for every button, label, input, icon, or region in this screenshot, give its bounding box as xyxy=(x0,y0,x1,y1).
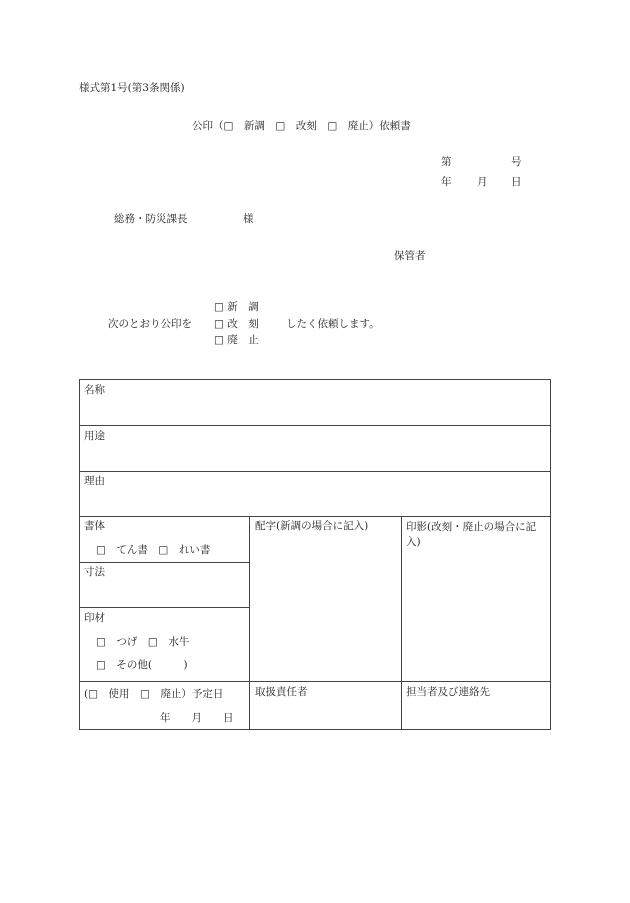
document-title: 公印（□ 新調 □ 改刻 □ 廃止）依頼書 xyxy=(192,120,411,132)
schedule-label: (□ 使用 □ 廃止）予定日 xyxy=(84,688,224,700)
row-divider xyxy=(79,562,249,563)
reason-label: 理由 xyxy=(84,475,105,487)
name-label: 名称 xyxy=(84,384,105,396)
request-option-recarve: □ 改 刻 xyxy=(214,318,259,330)
handler-label: 取扱責任者 xyxy=(255,686,308,698)
row-divider xyxy=(79,425,551,426)
layout-label: 配字(新調の場合に記入) xyxy=(255,520,369,532)
material-options-1: □ つげ □ 水牛 xyxy=(96,636,190,648)
row-divider xyxy=(79,681,551,682)
request-option-new: □ 新 調 xyxy=(214,301,259,313)
use-label: 用途 xyxy=(84,430,105,442)
request-tail: したく依頼します。 xyxy=(286,318,380,330)
contact-label: 担当者及び連絡先 xyxy=(406,686,490,698)
form-number: 様式第1号(第3条関係) xyxy=(79,82,185,94)
col-divider xyxy=(401,516,402,730)
size-label: 寸法 xyxy=(84,566,105,578)
request-lead: 次のとおり公印を xyxy=(108,318,192,330)
schedule-date: 年 月 日 xyxy=(160,712,234,724)
number-label-dai: 第 xyxy=(441,156,452,168)
row-divider xyxy=(79,516,551,517)
addressee: 総務・防災課長 xyxy=(114,213,188,225)
row-divider xyxy=(79,607,249,608)
impression-label: 印影(改刻・廃止の場合に記入) xyxy=(406,521,537,548)
material-label: 印材 xyxy=(84,612,105,624)
keeper-label: 保管者 xyxy=(394,250,426,262)
request-option-abolish: □ 廃 止 xyxy=(214,334,259,346)
number-label-go: 号 xyxy=(511,156,522,168)
typeface-label: 書体 xyxy=(84,520,105,532)
date-year-label: 年 xyxy=(441,176,452,188)
row-divider xyxy=(79,471,551,472)
col-divider xyxy=(249,516,250,730)
typeface-options: □ てん書 □ れい書 xyxy=(96,544,211,556)
date-month-label: 月 xyxy=(477,176,488,188)
material-options-2: □ その他( ) xyxy=(96,659,188,671)
addressee-honorific: 様 xyxy=(243,213,254,225)
date-day-label: 日 xyxy=(511,176,522,188)
